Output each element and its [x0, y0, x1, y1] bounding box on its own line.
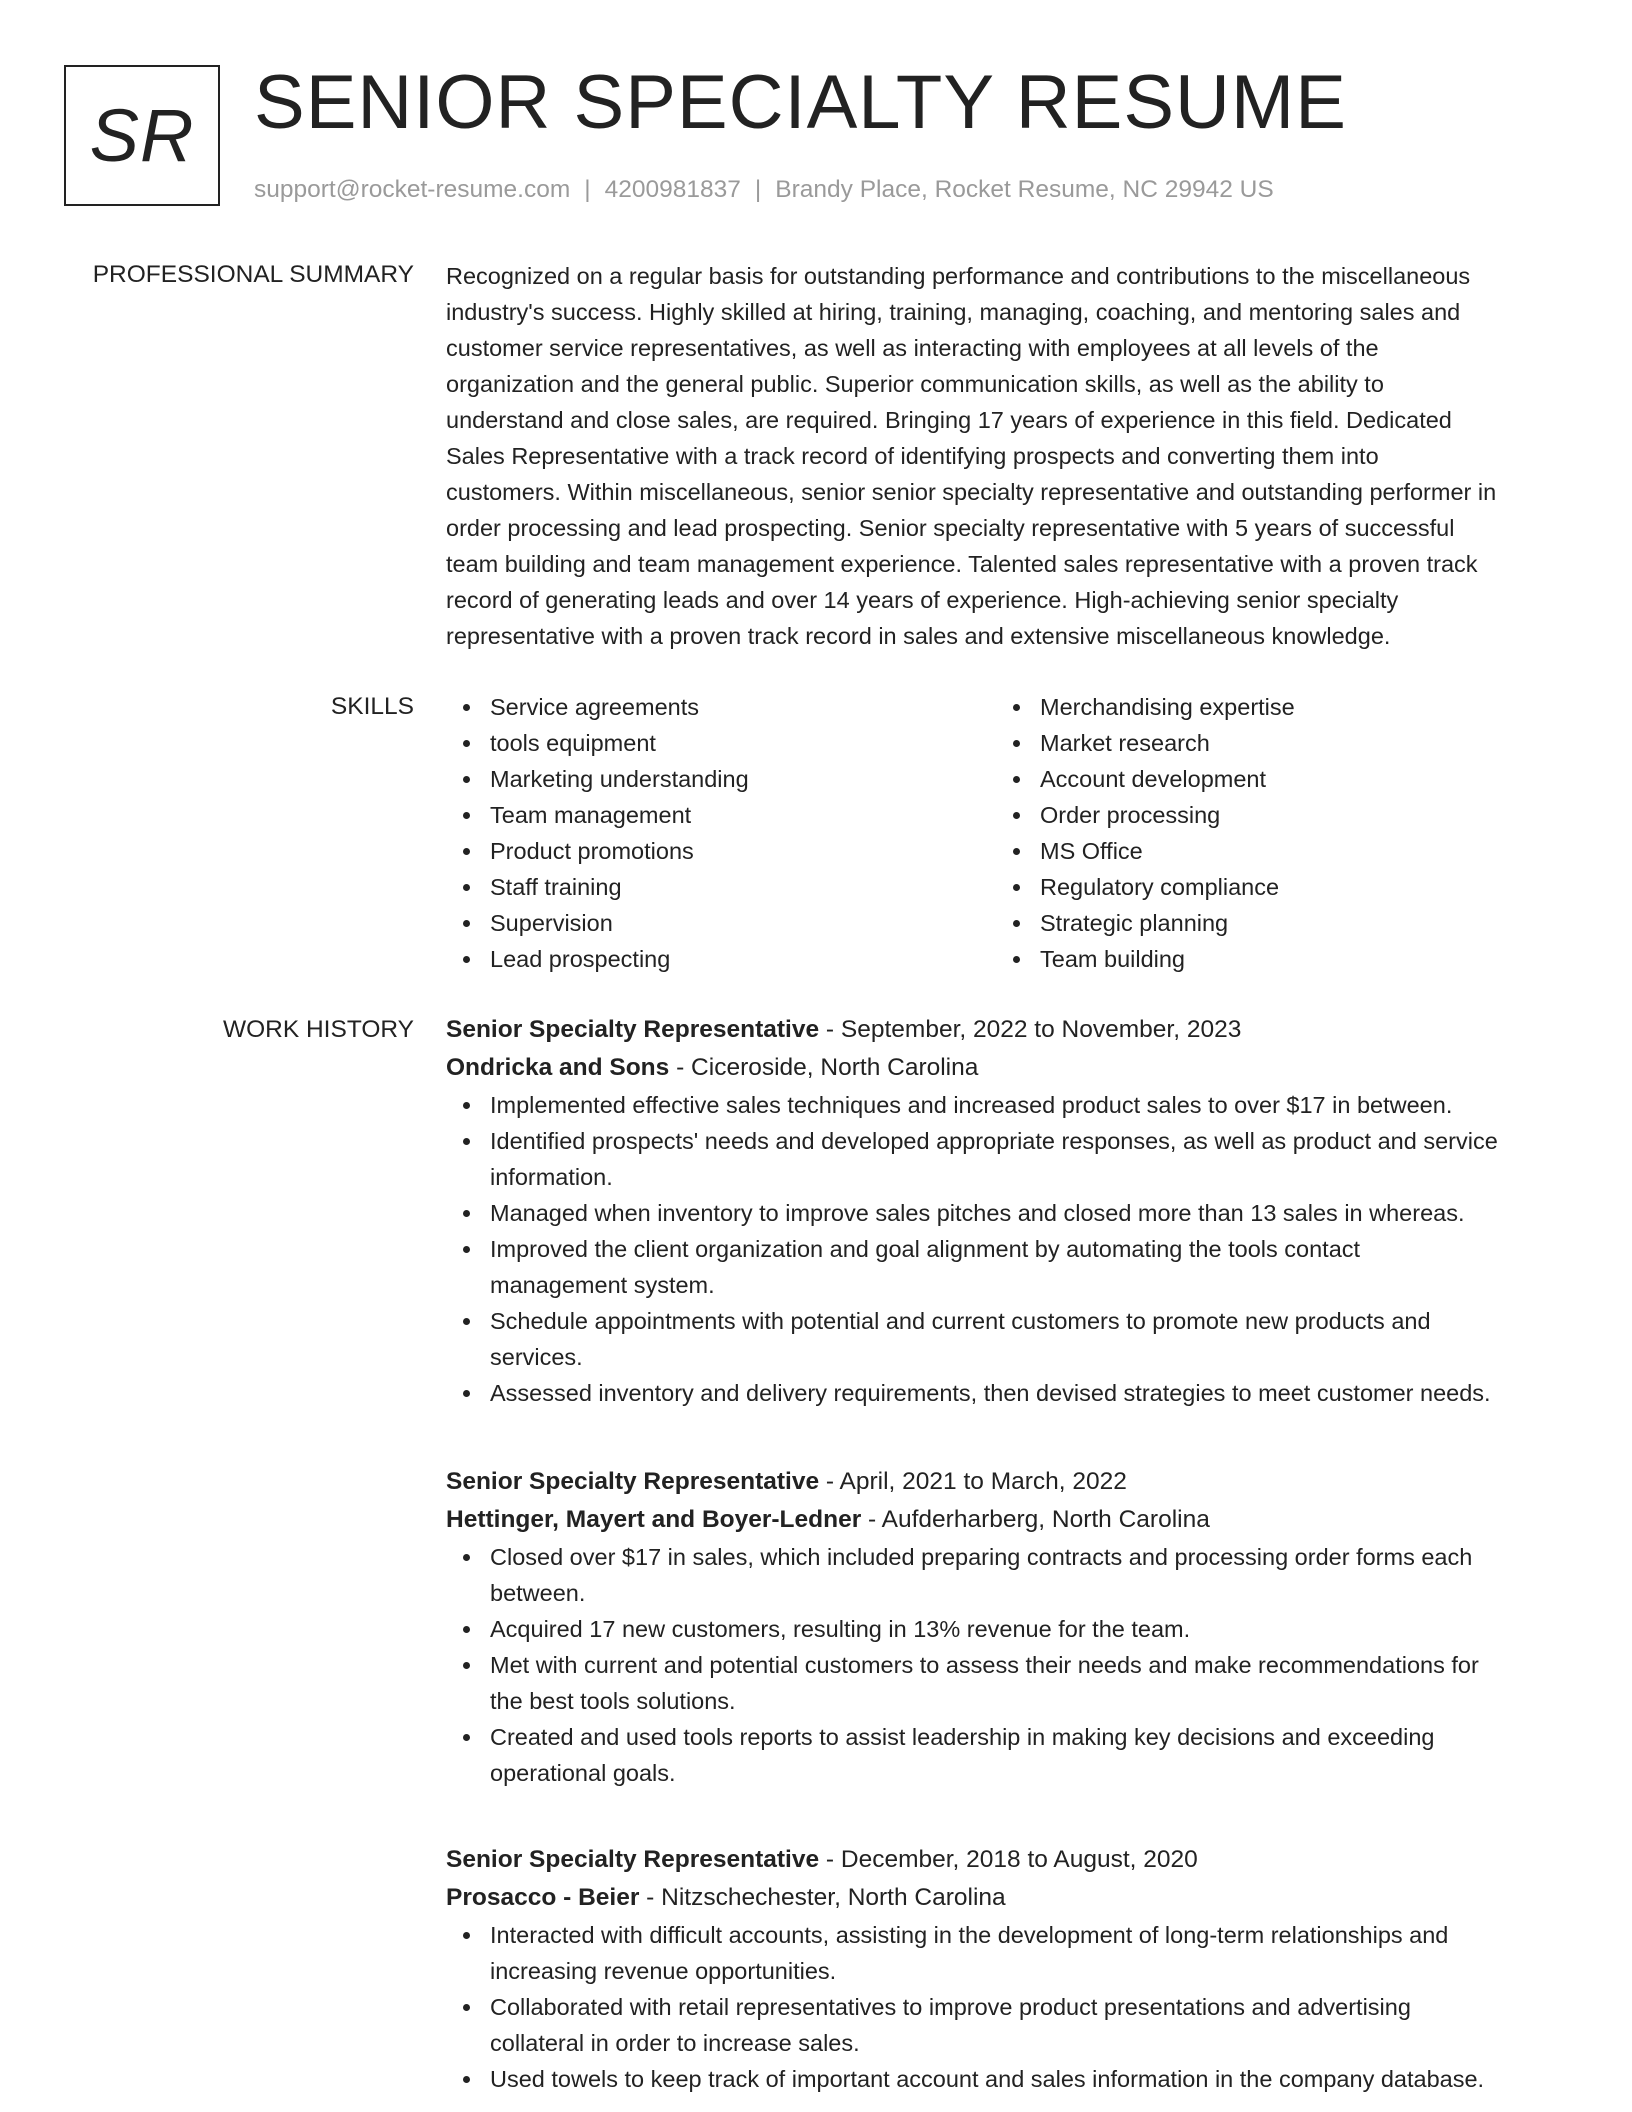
job-bullet — [446, 1539, 1570, 1611]
contact-separator: | — [584, 176, 591, 203]
summary-line: team building and team management experience. Talented sales representative with a proven track — [446, 551, 1478, 577]
contact-email: support@rocket-resume.com — [254, 176, 571, 203]
bullet-line: Schedule appointments with potential and current customers to promote new products and — [490, 1308, 1431, 1334]
job-dates: - December, 2018 to August, 2020 — [819, 1846, 1198, 1873]
bullet-line: Interacted with difficult accounts, assisting in the development of long-term relationships and — [490, 1922, 1449, 1948]
bullet-line: Created and used tools reports to assist leadership in making key decisions and exceeding — [490, 1724, 1435, 1750]
bullet-line: information. — [490, 1164, 613, 1190]
job-bullet — [446, 1375, 1570, 1411]
skill-item: Marketing understanding — [446, 761, 996, 797]
bullet-line: operational goals. — [490, 1760, 676, 1786]
job-company: Prosacco - Beier — [446, 1884, 640, 1911]
job-bullet — [446, 1087, 1570, 1123]
job-entry — [446, 1463, 1570, 1791]
skill-item: Account development — [996, 761, 1546, 797]
job-bullets — [446, 1087, 1570, 1411]
bullet-line: collateral in order to increase sales. — [490, 2030, 860, 2056]
skill-item: MS Office — [996, 833, 1546, 869]
summary-line: Sales Representative with a track record of identifying prospects and converting them into — [446, 443, 1379, 469]
job-entry — [446, 1841, 1570, 2097]
job-title-line — [446, 1841, 1570, 1879]
summary-line: industry's success. Highly skilled at hiring, training, managing, coaching, and mentoring sales and — [446, 299, 1461, 325]
resume-name: SENIOR SPECIALTY RESUME — [254, 60, 1347, 145]
skills-section — [446, 689, 1570, 977]
summary-label: PROFESSIONAL SUMMARY — [92, 261, 414, 288]
skills-label: SKILLS — [330, 693, 414, 720]
bullet-line: Implemented effective sales techniques and increased product sales to over $17 in between. — [490, 1092, 1453, 1118]
bullet-line: Closed over $17 in sales, which included preparing contracts and processing order forms each — [490, 1544, 1473, 1570]
job-bullet — [446, 1611, 1570, 1647]
job-dates: - September, 2022 to November, 2023 — [819, 1016, 1242, 1043]
job-bullet — [446, 1917, 1570, 1989]
summary-line: understand and close sales, are required. Bringing 17 years of experience in this field. Dedicated — [446, 407, 1452, 433]
bullet-line: Acquired 17 new customers, resulting in 13% revenue for the team. — [490, 1616, 1191, 1642]
bullet-line: Improved the client organization and goal alignment by automating the tools contact — [490, 1236, 1361, 1262]
summary-line: Recognized on a regular basis for outstanding performance and contributions to the miscellaneous — [446, 263, 1471, 289]
skill-item: Lead prospecting — [446, 941, 996, 977]
job-bullet — [446, 1195, 1570, 1231]
job-bullet — [446, 2061, 1570, 2097]
summary-line: customer service representatives, as well as interacting with employees at all levels of the — [446, 335, 1379, 361]
job-bullet — [446, 1123, 1570, 1195]
job-title: Senior Specialty Representative — [446, 1016, 820, 1043]
contact-address: Brandy Place, Rocket Resume, NC 29942 US — [775, 176, 1274, 203]
bullet-line: increasing revenue opportunities. — [490, 1958, 837, 1984]
job-dates: - April, 2021 to March, 2022 — [819, 1468, 1127, 1495]
job-company-line — [446, 1879, 1570, 1917]
job-company: Ondricka and Sons — [446, 1054, 670, 1081]
bullet-line: the best tools solutions. — [490, 1688, 736, 1714]
skill-item: Staff training — [446, 869, 996, 905]
summary-line: representative with a proven track record in sales and extensive miscellaneous knowledge. — [446, 623, 1391, 649]
summary-line: order processing and lead prospecting. Senior specialty representative with 5 years of successful — [446, 515, 1455, 541]
contact-separator: | — [754, 176, 762, 203]
skill-item: Product promotions — [446, 833, 996, 869]
skills-grid — [446, 689, 1570, 977]
job-location: - Nitzschechester, North Carolina — [639, 1884, 1006, 1911]
job-bullets — [446, 1539, 1570, 1791]
job-bullet — [446, 1719, 1570, 1791]
job-bullets — [446, 1917, 1570, 2097]
job-entry — [446, 1011, 1570, 1411]
job-bullet — [446, 1989, 1570, 2061]
job-title: Senior Specialty Representative — [446, 1468, 820, 1495]
work-history-label: WORK HISTORY — [222, 1016, 414, 1043]
summary-section — [446, 258, 1570, 654]
job-location: - Ciceroside, North Carolina — [669, 1054, 979, 1081]
bullet-line: Identified prospects' needs and developed appropriate responses, as well as product and service — [490, 1128, 1498, 1154]
monogram-logo: SR — [64, 65, 220, 206]
bullet-line: Met with current and potential customers to assess their needs and make recommendations for — [490, 1652, 1479, 1678]
skill-item: Team management — [446, 797, 996, 833]
skills-list-right — [996, 689, 1546, 977]
skill-item: Supervision — [446, 905, 996, 941]
skill-item: Market research — [996, 725, 1546, 761]
job-company: Hettinger, Mayert and Boyer-Ledner — [446, 1506, 862, 1533]
job-title: Senior Specialty Representative — [446, 1846, 820, 1873]
job-location: - Aufderharberg, North Carolina — [861, 1506, 1210, 1533]
skill-item: Service agreements — [446, 689, 996, 725]
skill-item: Strategic planning — [996, 905, 1546, 941]
job-title-line — [446, 1011, 1570, 1049]
bullet-line: Used towels to keep track of important account and sales information in the company database. — [490, 2066, 1485, 2092]
job-bullet — [446, 1303, 1570, 1375]
skill-item: Team building — [996, 941, 1546, 977]
skill-item: Order processing — [996, 797, 1546, 833]
summary-line: record of generating leads and over 14 years of experience. High-achieving senior specialty — [446, 587, 1399, 613]
job-bullet — [446, 1231, 1570, 1303]
contact-phone: 4200981837 — [604, 176, 741, 203]
skill-item: Regulatory compliance — [996, 869, 1546, 905]
bullet-line: management system. — [490, 1272, 715, 1298]
bullet-line: between. — [490, 1580, 586, 1606]
bullet-line: services. — [490, 1344, 583, 1370]
bullet-line: Assessed inventory and delivery requirements, then devised strategies to meet customer needs. — [490, 1380, 1491, 1406]
summary-line: customers. Within miscellaneous, senior senior specialty representative and outstanding performer in — [446, 479, 1497, 505]
skills-list-left — [446, 689, 996, 977]
job-title-line — [446, 1463, 1570, 1501]
summary-text — [446, 258, 1570, 654]
skill-item: Merchandising expertise — [996, 689, 1546, 725]
job-company-line — [446, 1501, 1570, 1539]
skill-item: tools equipment — [446, 725, 996, 761]
job-bullet — [446, 1647, 1570, 1719]
bullet-line: Collaborated with retail representatives to improve product presentations and advertising — [490, 1994, 1411, 2020]
summary-line: organization and the general public. Superior communication skills, as well as the ability to — [446, 371, 1384, 397]
job-company-line — [446, 1049, 1570, 1087]
bullet-line: Managed when inventory to improve sales pitches and closed more than 13 sales in whereas. — [490, 1200, 1465, 1226]
contact-line — [254, 174, 1274, 206]
